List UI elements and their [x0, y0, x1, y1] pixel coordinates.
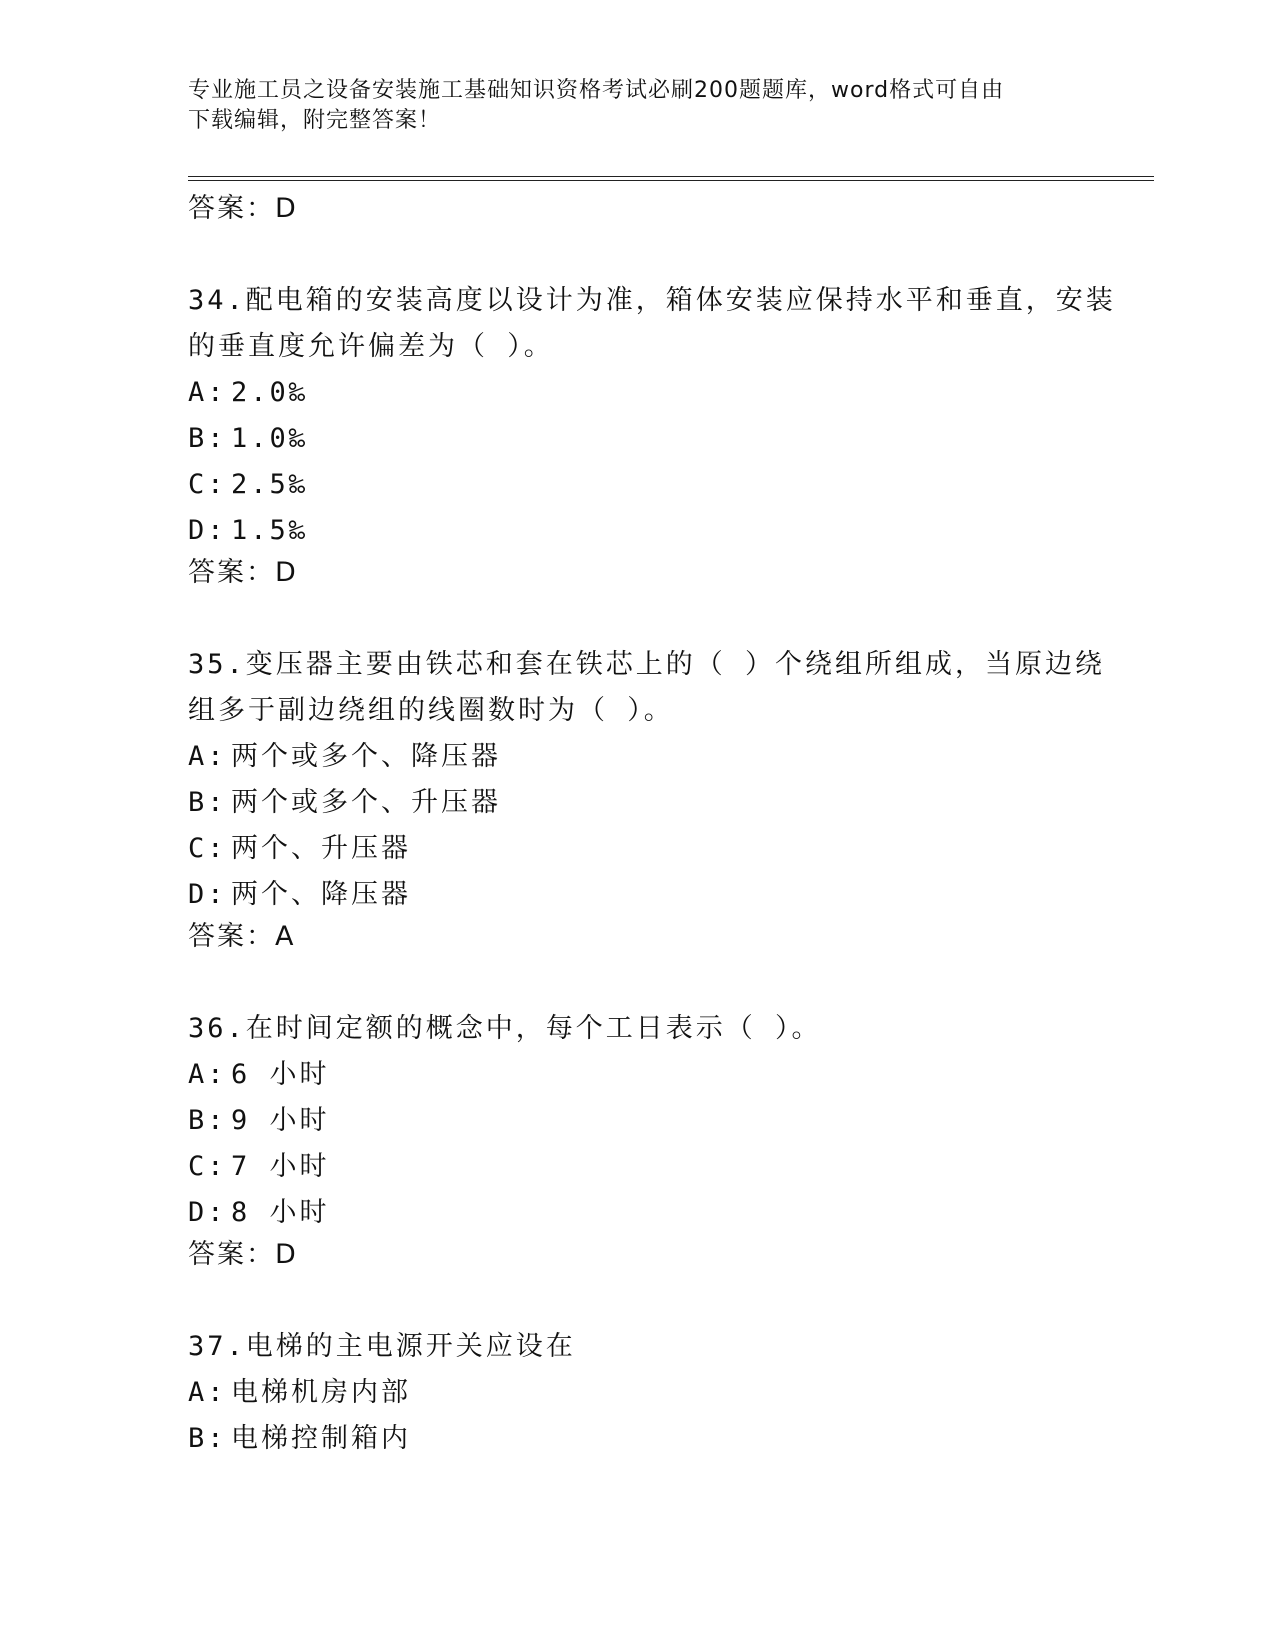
option-b — [188, 416, 1148, 462]
option-b — [188, 1098, 1148, 1144]
option-text: 7 小时 — [231, 1151, 330, 1182]
spacer — [188, 962, 1148, 1006]
option-letter: C: — [188, 469, 227, 500]
questions-content — [188, 190, 1148, 1462]
question-37 — [188, 1324, 1148, 1462]
header-line-1: 专业施工员之设备安装施工基础知识资格考试必刷200题题库，word格式可自由 — [188, 78, 1005, 103]
option-d — [188, 508, 1148, 554]
option-letter: B: — [188, 423, 227, 454]
option-letter: A: — [188, 741, 227, 772]
question-37-text — [188, 1324, 1148, 1370]
option-text: 8 小时 — [231, 1197, 330, 1228]
option-a — [188, 1052, 1148, 1098]
answer-34: 答案：D — [188, 557, 298, 588]
question-35 — [188, 642, 1148, 956]
question-36-text — [188, 1006, 1148, 1052]
option-a — [188, 370, 1148, 416]
option-letter: A: — [188, 1059, 227, 1090]
option-text: 6 小时 — [231, 1059, 330, 1090]
spacer — [188, 598, 1148, 642]
header-rule-top — [188, 176, 1154, 177]
option-letter: C: — [188, 833, 227, 864]
question-34 — [188, 278, 1148, 592]
option-text: 2.0‰ — [231, 377, 309, 408]
option-c — [188, 826, 1148, 872]
answer-36: 答案：D — [188, 1239, 298, 1270]
document-header — [188, 76, 1088, 136]
question-36 — [188, 1006, 1148, 1274]
option-text: 两个或多个、升压器 — [231, 787, 501, 818]
option-letter: B: — [188, 1105, 227, 1136]
option-c — [188, 1144, 1148, 1190]
question-34-text — [188, 278, 1148, 370]
question-text-line: 37.电梯的主电源开关应设在 — [188, 1331, 576, 1362]
option-text: 电梯控制箱内 — [231, 1423, 411, 1454]
option-b — [188, 1416, 1148, 1462]
answer-35: 答案：A — [188, 921, 296, 952]
answer-previous: 答案：D — [188, 193, 298, 224]
spacer — [188, 234, 1148, 278]
option-d — [188, 872, 1148, 918]
option-text: 2.5‰ — [231, 469, 309, 500]
option-text: 电梯机房内部 — [231, 1377, 411, 1408]
option-a — [188, 1370, 1148, 1416]
question-text-line: 的垂直度允许偏差为（ ）。 — [188, 331, 554, 362]
option-letter: B: — [188, 1423, 227, 1454]
option-b — [188, 780, 1148, 826]
option-letter: A: — [188, 377, 227, 408]
question-text-line: 35.变压器主要由铁芯和套在铁芯上的（ ）个绕组所组成，当原边绕 — [188, 649, 1106, 680]
option-letter: A: — [188, 1377, 227, 1408]
option-letter: C: — [188, 1151, 227, 1182]
question-35-text — [188, 642, 1148, 734]
option-letter: D: — [188, 1197, 227, 1228]
spacer — [188, 1280, 1148, 1324]
option-c — [188, 462, 1148, 508]
question-text-line: 34.配电箱的安装高度以设计为准，箱体安装应保持水平和垂直，安装 — [188, 285, 1116, 316]
option-text: 1.5‰ — [231, 515, 309, 546]
option-text: 两个、降压器 — [231, 879, 411, 910]
question-text-line: 组多于副边绕组的线圈数时为（ ）。 — [188, 695, 674, 726]
option-text: 9 小时 — [231, 1105, 330, 1136]
option-letter: B: — [188, 787, 227, 818]
option-letter: D: — [188, 879, 227, 910]
option-text: 1.0‰ — [231, 423, 309, 454]
option-d — [188, 1190, 1148, 1236]
option-a — [188, 734, 1148, 780]
header-line-2: 下载编辑，附完整答案！ — [188, 108, 442, 133]
option-letter: D: — [188, 515, 227, 546]
option-text: 两个或多个、降压器 — [231, 741, 501, 772]
header-rule-bottom — [188, 180, 1154, 181]
question-text-line: 36.在时间定额的概念中，每个工日表示（ ）。 — [188, 1013, 822, 1044]
option-text: 两个、升压器 — [231, 833, 411, 864]
